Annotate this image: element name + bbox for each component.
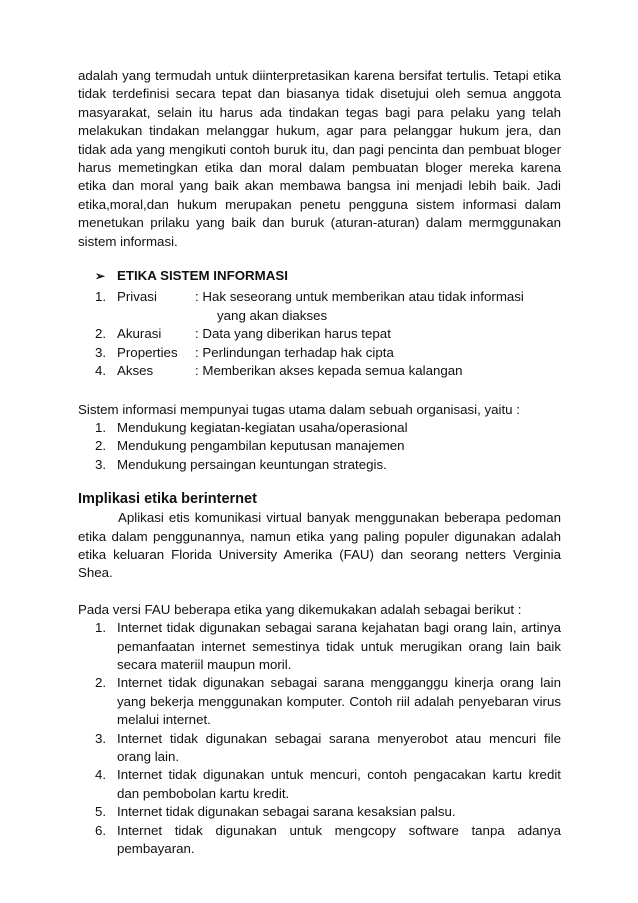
list-item: 6. Internet tidak digunakan untuk mengcopy software tanpa adanya pembayaran. — [95, 822, 561, 857]
list-item: 1. Mendukung kegiatan-kegiatan usaha/operasional — [95, 419, 408, 435]
etika-section — [78, 267, 561, 380]
etika-list — [95, 288, 561, 380]
list-item: 1. Privasi : Hak seseorang untuk memberikan atau tidak informasi — [95, 289, 524, 305]
list-item: 2. Akurasi : Data yang diberikan harus tepat — [95, 326, 391, 342]
document-page — [78, 67, 561, 858]
list-item: 3. Internet tidak digunakan sebagai sarana menyerobot atau mencuri file orang lain. — [95, 730, 561, 764]
tasks-intro: Sistem informasi mempunyai tugas utama dalam sebuah organisasi, yaitu : — [78, 401, 520, 417]
tasks-list — [78, 419, 561, 474]
list-item: 4. Akses : Memberikan akses kepada semua kalangan — [95, 363, 463, 379]
fau-intro: Pada versi FAU beberapa etika yang dikemukakan adalah sebagai berikut : — [78, 601, 522, 617]
intro-paragraph — [78, 67, 561, 251]
intro-text: adalah yang termudah untuk diinterpretasikan karena bersifat tertulis. Tetapi etika tidak terdefinisi secara tepat dan biasanya tidak disetujui oleh semua anggota masyarakat, selain itu harus ada tindakan tegas bagi para pelaku yang telah melakukan tindakan melanggar hukum, agar para pelanggar hukum jera, dan tidak ada yang mengikuti contoh buruk itu, dan pagi pencinta dan pembuat bloger harus memetingkan etika dan moral dalam pembuatan bloger mereka karena etika dan moral yang baik akan membawa bangsa ini menjadi lebih baik. Jadi etika,moral,dan hukum merupakan penetu pengguna sistem informasi dalam menetukan prilaku yang baik dan buruk (aturan-aturan) dalam mermggunakan sistem informasi. — [78, 68, 561, 249]
section-paragraph: Aplikasi etis komunikasi virtual banyak menggunakan beberapa pedoman etika dalam penggunannya, namun etika yang paling populer digunakan adalah etika keluaran Florida University Amerika (FAU) dan seorang netters Verginia Shea. — [78, 510, 561, 581]
list-item: 5. Internet tidak digunakan sebagai sarana kesaksian palsu. — [95, 804, 456, 820]
list-item: 3. Mendukung persaingan keuntungan strategis. — [95, 456, 387, 472]
list-item: 3. Properties : Perlindungan terhadap hak cipta — [95, 344, 394, 360]
list-item-continuation: yang akan diakses — [217, 307, 328, 323]
etika-heading — [95, 267, 561, 285]
etika-title: ETIKA SISTEM INFORMASI — [117, 268, 288, 284]
list-item: 4. Internet tidak digunakan untuk mencuri, contoh pengacakan kartu kredit dan pembobolan kartu kredit. — [95, 767, 561, 801]
list-item: 1. Internet tidak digunakan sebagai sarana kejahatan bagi orang lain, artinya pemanfaatan internet semestinya tidak untuk merugikan orang lain baik secara materiil maupun moril. — [95, 620, 561, 672]
arrow-bullet-icon: ➢ — [95, 269, 106, 284]
list-item: 2. Internet tidak digunakan sebagai sarana mengganggu kinerja orang lain yang bekerja menggunakan komputer. Contoh riil adalah penyebaran virus melalui internet. — [95, 675, 561, 728]
fau-list — [78, 619, 561, 858]
list-item: 2. Mendukung pengambilan keputusan manajemen — [95, 438, 405, 454]
section-heading: Implikasi etika berinternet — [78, 491, 257, 508]
